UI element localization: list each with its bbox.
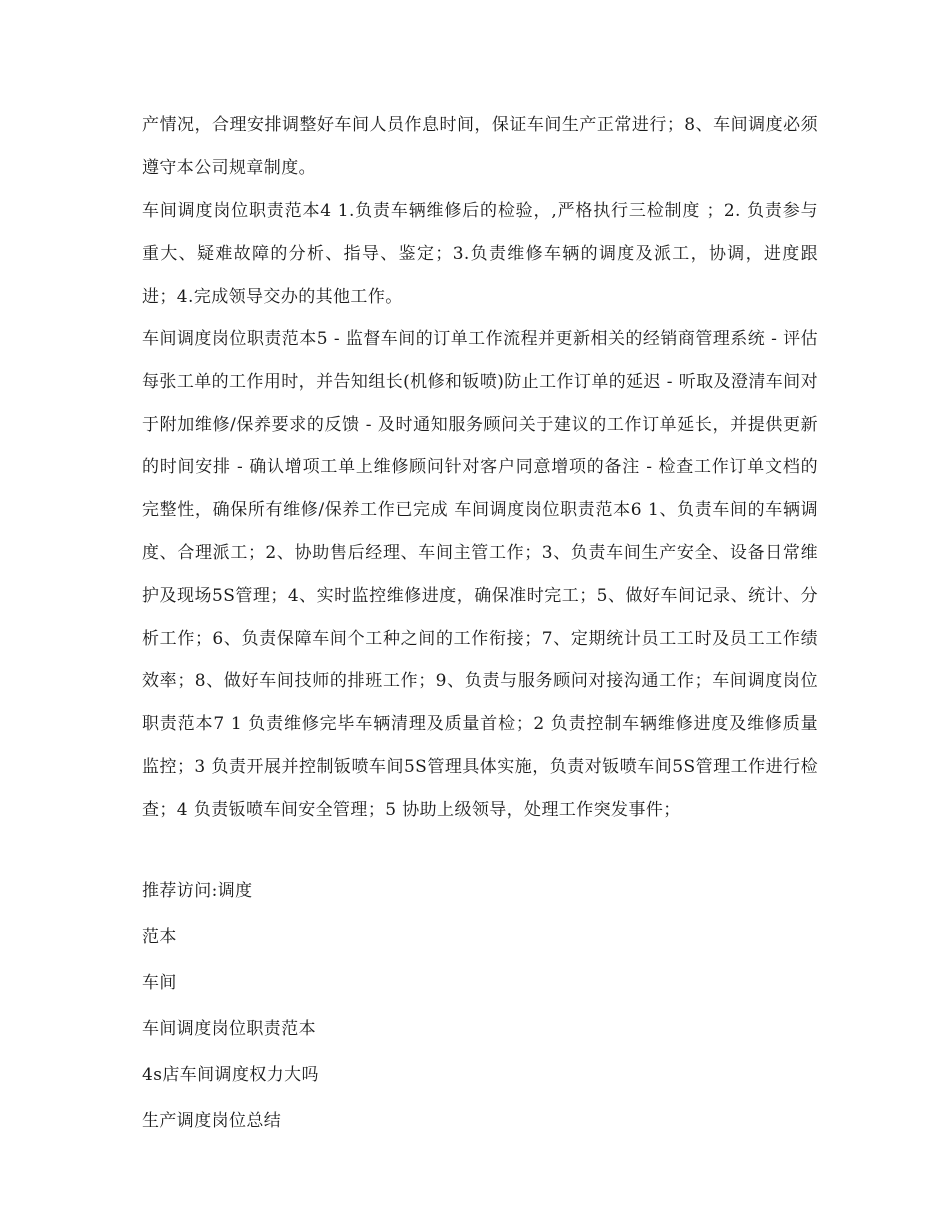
related-links [142, 870, 319, 1146]
article-paragraph: 车间调度岗位职责范本4 1.负责车辆维修后的检验，,严格执行三检制度 ；2. 负责参与重大、疑难故障的分析、指导、鉴定；3.负责维修车辆的调度及派工，协调，进度跟进；4.完成领导交办的其他工作。 [142, 201, 818, 307]
related-tag-link[interactable]: 范本 [142, 927, 177, 947]
related-tag-link[interactable]: 4s店车间调度权力大吗 [142, 1065, 319, 1085]
article-paragraph: 车间调度岗位职责范本5 - 监督车间的订单工作流程并更新相关的经销商管理系统 - 评估每张工单的工作用时，并告知组长(机修和钣喷)防止工作订单的延迟 - 听取及澄清车间对于附加维修/保养要求的反馈 - 及时通知服务顾问关于建议的工作订单延长，并提供更新的时间安排 - 确认增项工单上维修顾问针对客户同意增项的备注 - 检查工作订单文档的完整性，确保所有维修/保养工作已完成 车间调度岗位职责范本6 1、负责车间的车辆调度、合理派工；2、协助售后经理、车间主管工作；3、负责车间生产安全、设备日常维护及现场5S管理；4、实时监控维修进度，确保准时完工；5、做好车间记录、统计、分析工作；6、负责保障车间个工种之间的工作衔接；7、定期统计员工工时及员工工作绩效率；8、做好车间技师的排班工作；9、负责与服务顾问对接沟通工作；车间调度岗位职责范本7 1 负责维修完毕车辆清理及质量首检；2 负责控制车辆维修进度及维修质量监控；3 负责开展并控制钣喷车间5S管理具体实施，负责对钣喷车间5S管理工作进行检查；4 负责钣喷车间安全管理；5 协助上级领导，处理工作突发事件； [142, 329, 818, 820]
related-label: 推荐访问:调度 [142, 881, 253, 901]
related-tag-link[interactable]: 生产调度岗位总结 [142, 1111, 282, 1131]
article-paragraph: 产情况，合理安排调整好车间人员作息时间，保证车间生产正常进行；8、车间调度必须遵守本公司规章制度。 [142, 115, 818, 178]
related-tag-link[interactable]: 车间 [142, 973, 177, 993]
related-tag-link[interactable]: 车间调度岗位职责范本 [142, 1019, 316, 1039]
